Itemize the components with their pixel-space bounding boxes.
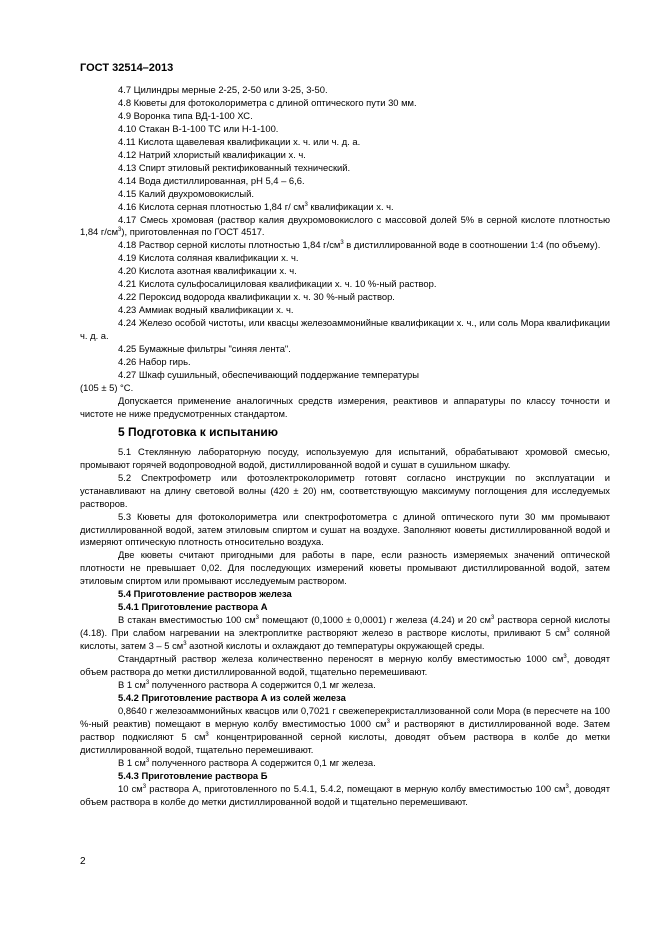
paragraph-5-3-cont: Две кюветы считают пригодными для работы в паре, если разность измеряемых значений оптической плотности не превышает 0,02. Для последующих измерений кюветы промывают дистиллированной водой, затем этиловым спиртом или промывают исследуемым раствором. bbox=[80, 549, 610, 587]
list-item: 4.12 Натрий хлористый квалификации х. ч. bbox=[118, 148, 306, 160]
list-item: 4.25 Бумажные фильтры "синяя лента". bbox=[118, 343, 291, 355]
paragraph-5-3: 5.3 Кюветы для фотоколориметра или спектрофотометра с длиной оптического пути 30 мм промывают дистиллированной водой, затем этиловым спиртом и сушат на воздухе. Заполняют кюветы дистиллированной водой и измеряют оптическую плотность относительно воздуха. bbox=[80, 510, 610, 548]
list-item: 4.17 Смесь хромовая (раствор калия двухромовокислого с массовой долей 5% в серной кислоте плотностью 1,84 $г/см^3$), приготовленная по ГОСТ 4517. bbox=[80, 213, 610, 238]
list-item: 4.24 Железо особой чистоты, или квасцы железоаммонийные квалификации х. ч., или соль Мора квалификации ч. д. а. bbox=[80, 317, 610, 342]
list-item: 4.14 Вода дистиллированная, pH 5,4 – 6,6. bbox=[118, 174, 305, 186]
list-item: 4.9 Воронка типа ВД-1-100 ХС. bbox=[118, 109, 253, 121]
subsection-heading-5-4-3: 5.4.3 Приготовление раствора Б bbox=[118, 769, 268, 781]
subsection-heading-5-4-2: 5.4.2 Приготовление раствора А из солей железа bbox=[118, 691, 346, 703]
paragraph-5-4-1-b: Стандартный раствор железа количественно переносят в мерную колбу вместимостью 1000 $см^3$, доводят объем раствора до метки дистиллированной водой, тщательно перемешивают. bbox=[80, 653, 610, 677]
paragraph-5-4-1-a: В стакан вместимостью 100 $см^3$ помещают (0,1000 ± 0,0001) г железа (4.24) и 20 $см^3$ раствора серной кислоты (4.18). При слабом нагревании на электроплитке растворяют железо в растворе кислоты, приливают 5 $см^3$ соляной кислоты, затем 3 – 5 $см^3$ азотной кислоты и охлаждают до температуры окружающей среды. bbox=[80, 614, 611, 652]
page-number: 2 bbox=[80, 856, 86, 867]
list-item: 4.13 Спирт этиловый ректификованный технический. bbox=[118, 161, 351, 173]
section-heading: 5 Подготовка к испытанию bbox=[118, 424, 279, 439]
subsection-heading-5-4-1: 5.4.1 Приготовление раствора А bbox=[118, 601, 268, 613]
list-item: 4.19 Кислота соляная квалификации х. ч. bbox=[118, 252, 299, 264]
paragraph-5-4-2-a: 0,8640 г железоаммонийных квасцов или 0,7021 г свежеперекристаллизованной соли Мора (в пересчете на 100 %-ный реактив) помещают в мерную колбу вместимостью 1000 $см^3$ и растворяют в дистиллированной воде. Затем раствор подкисляют 5 $см^3$ концентрированной серной кислоты, доводят объем раствора в колбе до метки дистиллированной водой, тщательно перемешивают. bbox=[80, 704, 611, 755]
subsection-heading-5-4: 5.4 Приготовление растворов железа bbox=[118, 588, 292, 600]
paragraph-5-2: 5.2 Спектрофометр или фотоэлектроколориметр готовят согласно инструкции по эксплуатации и устанавливают на длину световой волны (420 ± 20) нм, соответствующую максимуму поглощения для исследуемых растворов. bbox=[80, 471, 610, 509]
paragraph-5-4-2-b: В 1 $см^3$ полученного раствора А содержится 0,1 мг железа. bbox=[118, 756, 376, 768]
list-item: 4.20 Кислота азотная квалификации х. ч. bbox=[118, 265, 297, 277]
list-item: 4.26 Набор гирь. bbox=[118, 356, 191, 368]
paragraph-5-4-3-a: 10 $см^3$ раствора А, приготовленного по 5.4.1, 5.4.2, помещают в мерную колбу вместимостью 100 $см^3$, доводят объем раствора в колбе до метки дистиллированной водой и тщательно перемешивают. bbox=[80, 782, 610, 807]
list-item: 4.15 Калий двухромовокислый. bbox=[118, 187, 254, 199]
list-item: 4.21 Кислота сульфосалициловая квалификации х. ч. 10 %-ный раствор. bbox=[118, 278, 437, 290]
document-body bbox=[80, 84, 610, 808]
list-item: 4.18 Раствор серной кислоты плотностью 1,84 $г/см^3$ в дистиллированной воде в соотношении 1:4 (по объему). bbox=[118, 239, 601, 251]
list-item: 4.8 Кюветы для фотоколориметра с длиной оптического пути 30 мм. bbox=[118, 96, 417, 108]
list-item: 4.27 Шкаф сушильный, обеспечивающий поддержание температуры bbox=[118, 368, 419, 380]
list-item: 4.7 Цилиндры мерные 2-25, 2-50 или 3-25, 3-50. bbox=[118, 84, 328, 95]
paragraph-5-1: 5.1 Стеклянную лабораторную посуду, используемую для испытаний, обрабатывают хромовой смесью, промывают горячей водопроводной водой, дистиллированной водой и сушат в сушильном шкафу. bbox=[80, 445, 610, 470]
temperature-line: (105 ± 5) °С. bbox=[80, 381, 134, 393]
list-item: 4.22 Пероксид водорода квалификации х. ч. 30 %-ный раствор. bbox=[118, 291, 395, 303]
list-item: 4.16 Кислота серная плотностью 1,84 г/ $см^3$ квалификации х. ч. bbox=[118, 200, 394, 212]
list-item: 4.10 Стакан В-1-100 ТС или Н-1-100. bbox=[118, 122, 279, 134]
document-header: ГОСТ 32514–2013 bbox=[80, 62, 174, 74]
list-item: 4.11 Кислота щавелевая квалификации х. ч. или ч. д. а. bbox=[118, 135, 361, 147]
equipment-list bbox=[80, 84, 610, 421]
note-paragraph: Допускается применение аналогичных средств измерения, реактивов и аппаратуры по классу точности и чистоте не ниже предусмотренных стандартом. bbox=[80, 394, 610, 419]
list-item: 4.23 Аммиак водный квалификации х. ч. bbox=[118, 304, 294, 316]
paragraph-5-4-1-c: В 1 $см^3$ полученного раствора А содержится 0,1 мг железа. bbox=[118, 678, 376, 690]
